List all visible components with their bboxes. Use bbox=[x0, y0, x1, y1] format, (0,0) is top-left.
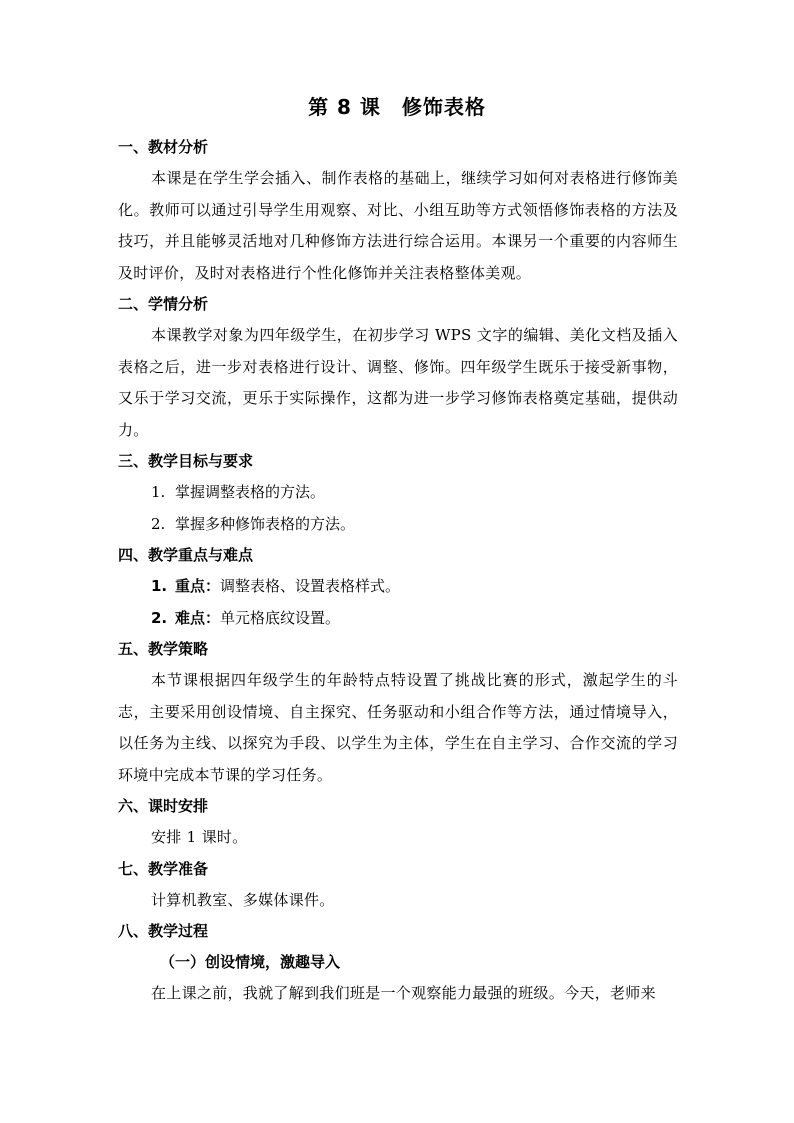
list-label: 重点： bbox=[175, 577, 221, 595]
section-paragraph: 本节课根据四年级学生的年龄特点特设置了挑战比赛的形式，激起学生的斗志，主要采用创设情境、自主探究、任务驱动和小组合作等方法，通过情境导入，以任务为主线、以探究为手段、以学生为主体，学生在自主学习、合作交流的学习环境中完成本节课的学习任务。 bbox=[118, 671, 678, 784]
list-number: 1. bbox=[151, 577, 168, 595]
list-number: 2. bbox=[151, 608, 168, 627]
section-paragraph: 安排 1 课时。 bbox=[151, 828, 248, 846]
section-heading-objectives: 三、教学目标与要求 bbox=[118, 452, 254, 470]
section-paragraph: 本课是在学生学会插入、制作表格的基础上，继续学习如何对表格进行修饰美化。教师可以通过引导学生用观察、对比、小组互助等方式领悟修饰表格的方法及技巧，并且能够灵活地对几种修饰方法进行综合运用。本课另一个重要的内容师生及时评价，及时对表格进行个性化修饰并关注表格整体美观。 bbox=[118, 169, 678, 282]
list-text: 调整表格、设置表格样式。 bbox=[220, 577, 401, 595]
section-heading-preparation: 七、教学准备 bbox=[118, 859, 209, 878]
page-title: 第 8 课 修饰表格 bbox=[308, 95, 486, 119]
document-body bbox=[118, 132, 678, 1010]
list-number: 1. bbox=[151, 483, 166, 501]
list-item bbox=[118, 477, 678, 509]
list-text: 掌握多种修饰表格的方法。 bbox=[175, 514, 356, 533]
list-item bbox=[118, 603, 678, 635]
list-text: 单元格底纹设置。 bbox=[220, 608, 341, 627]
list-text: 掌握调整表格的方法。 bbox=[175, 483, 326, 501]
section-paragraph: 本课教学对象为四年级学生，在初步学习 WPS 文字的编辑、美化文档及插入表格之后，进一步对表格进行设计、调整、修饰。四年级学生既乐于接受新事物，又乐于学习交流，更乐于实际操作，这都为进一步学习修饰表格奠定基础，提供动力。 bbox=[118, 326, 678, 439]
section-heading-key-points: 四、教学重点与难点 bbox=[118, 546, 254, 564]
list-label: 难点： bbox=[175, 608, 221, 627]
section-heading-schedule: 六、课时安排 bbox=[118, 797, 209, 815]
section-paragraph: 在上课之前，我就了解到我们班是一个观察能力最强的班级。今天，老师来 bbox=[151, 984, 656, 1002]
section-heading-student-analysis: 二、学情分析 bbox=[118, 295, 209, 313]
subsection-heading: （一）创设情境，激趣导入 bbox=[160, 953, 341, 971]
section-heading-textbook-analysis: 一、教材分析 bbox=[118, 138, 209, 156]
section-heading-strategy: 五、教学策略 bbox=[118, 640, 209, 658]
section-heading-process: 八、教学过程 bbox=[118, 922, 209, 940]
section-paragraph: 计算机教室、多媒体课件。 bbox=[151, 890, 335, 909]
list-item bbox=[118, 571, 678, 603]
list-number: 2. bbox=[151, 514, 166, 533]
list-item bbox=[118, 509, 678, 541]
